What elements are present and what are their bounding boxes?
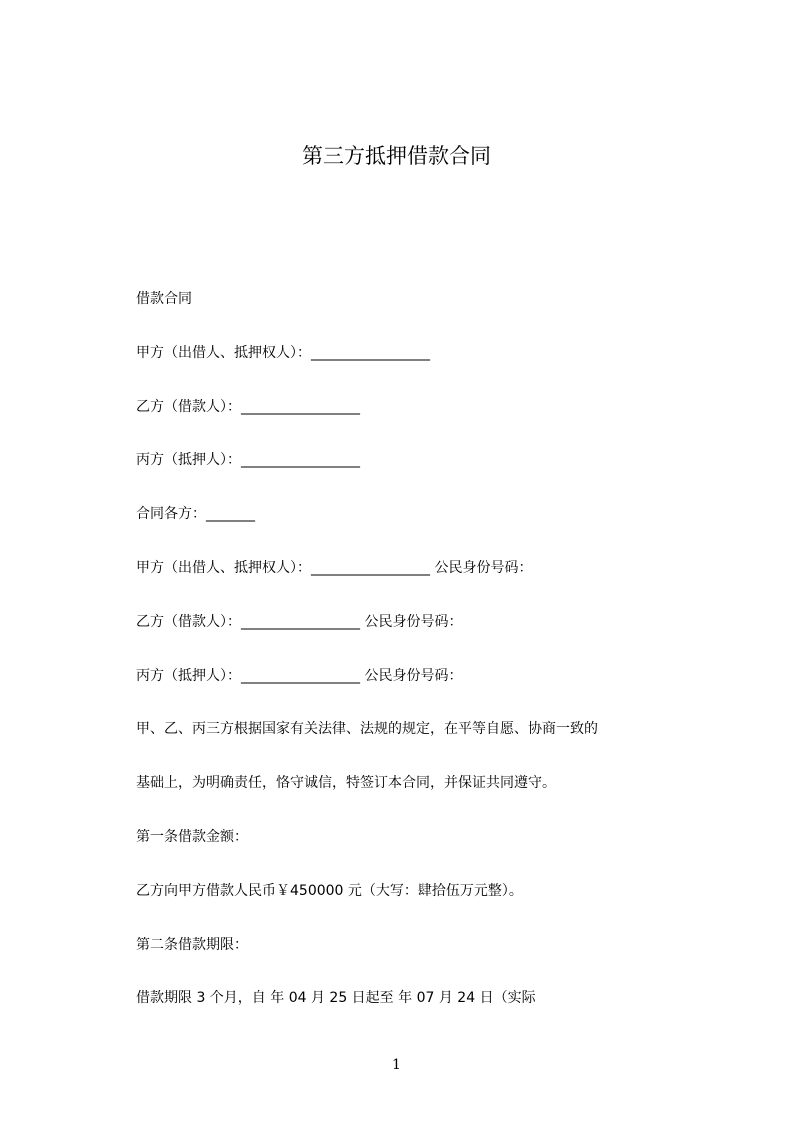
article-1-heading: 第一条借款金额： xyxy=(136,828,248,845)
article-2-text: 借款期限 3 个月，自 年 04 月 25 日起至 年 07 月 24 日（实际 xyxy=(136,990,536,1007)
page-number: 1 xyxy=(392,1057,401,1073)
section-heading: 借款合同 xyxy=(136,291,192,307)
document-title: 第三方抵押借款合同 xyxy=(302,144,491,168)
party-a-id-line: 甲方（出借人、抵押权人）：_________________ 公民身份号码： xyxy=(136,559,533,576)
party-c-id-line: 丙方（抵押人）：_________________ 公民身份号码： xyxy=(136,667,463,684)
party-b-line: 乙方（借款人）：_________________ xyxy=(136,398,360,415)
article-1-text: 乙方向甲方借款人民币￥450000 元（大写：肆拾伍万元整）。 xyxy=(136,882,523,899)
parties-line: 合同各方：_______ xyxy=(136,506,255,523)
document-body xyxy=(136,287,676,1040)
party-b-id-line: 乙方（借款人）：_________________ 公民身份号码： xyxy=(136,613,463,630)
preamble-line-1: 甲、乙、丙三方根据国家有关法律、法规的规定，在平等自愿、协商一致的 xyxy=(136,721,598,738)
preamble-line-2: 基础上，为明确责任，恪守诚信，特签订本合同，并保证共同遵守。 xyxy=(136,775,556,792)
party-a-line: 甲方（出借人、抵押权人）：_________________ xyxy=(136,344,430,361)
party-c-line: 丙方（抵押人）：_________________ xyxy=(136,452,360,469)
article-2-heading: 第二条借款期限： xyxy=(136,936,248,953)
